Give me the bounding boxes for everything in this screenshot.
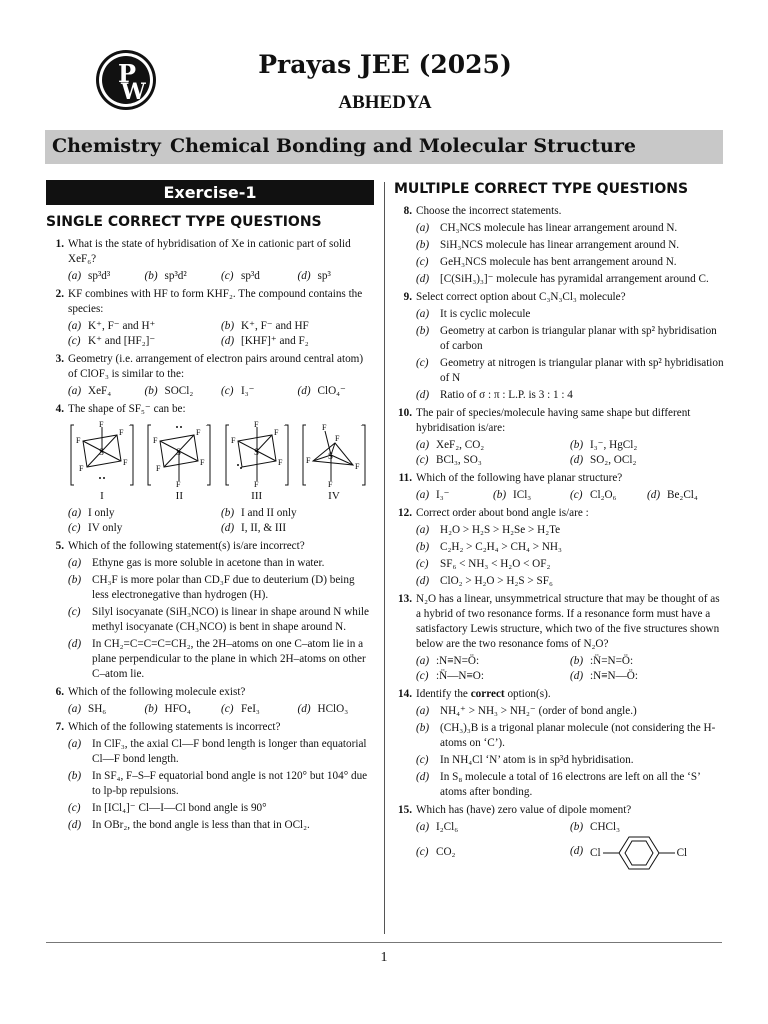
chapter-banner xyxy=(45,130,723,164)
option-a: (a) :N≡N=Ö: xyxy=(416,655,480,667)
option-a: (a) XeF₂, CO₂ xyxy=(416,439,485,451)
options xyxy=(68,384,374,399)
option-d: (d) Be₂Cl₄ xyxy=(647,489,698,501)
question-text: Choose the incorrect statements. xyxy=(416,205,562,217)
left-column xyxy=(46,180,374,836)
option-b: (b) CH₃F is more polar than CD₃F due to deuterium (D) being less electronegative than hydrogen (H). xyxy=(68,574,355,601)
option-c: (c) Silyl isocyanate (SiH₃NCO) is linear in shape around N while methyl isocyanate (CH₃NCO) is bent in shape around N. xyxy=(68,606,370,633)
options xyxy=(416,488,724,503)
structure-i xyxy=(68,421,136,504)
svg-text:F: F xyxy=(253,421,259,429)
option-c: (c) FeI₃ xyxy=(221,703,260,715)
question-text: Which of the following statements is incorrect? xyxy=(68,721,281,733)
column-divider xyxy=(384,182,385,934)
svg-text:F: F xyxy=(321,423,327,432)
square-pyramid-diagram xyxy=(69,421,135,489)
svg-text:W: W xyxy=(121,79,146,105)
trigonal-bipyramid-diagram xyxy=(301,421,367,489)
svg-text:F: F xyxy=(119,428,124,437)
option-b: (b) ICl₃ xyxy=(493,489,532,501)
footer-rule xyxy=(46,942,722,943)
option-c: (c) GeH₃NCS molecule has bent arrangement around N. xyxy=(416,256,677,268)
question-1 xyxy=(46,237,374,284)
question-text: What is the state of hybridisation of Xe in cationic part of solid XeF₆? xyxy=(68,238,351,265)
question-6 xyxy=(46,685,374,717)
option-c: (c) K⁺ and [HF₂]⁻ xyxy=(68,335,156,347)
structure-iii xyxy=(223,421,291,504)
svg-text:F: F xyxy=(196,428,201,437)
option-d: (d) SO₂, OCl₂ xyxy=(570,454,637,466)
option-a: (a) Ethyne gas is more soluble in acetone than in water. xyxy=(68,557,325,569)
option-a: (a) XeF₄ xyxy=(68,385,112,397)
svg-text:F: F xyxy=(273,428,279,437)
question-8 xyxy=(394,204,724,287)
question-3 xyxy=(46,352,374,399)
option-b: (b) sp³d² xyxy=(144,270,187,282)
question-number: 8. xyxy=(403,205,412,217)
question-2 xyxy=(46,287,374,349)
option-c: (c) I₃⁻ xyxy=(221,385,255,397)
pw-logo-icon xyxy=(96,50,156,110)
option-d: (d) In CH₂=C=C=C=CH₂, the 2H–atoms on one C–atom lie in a plane perpendicular to the plane in which 2H–atoms on other C–atom lie. xyxy=(68,638,366,680)
option-c: (c) In [ICl₄]⁻ Cl—I—Cl bond angle is 90° xyxy=(68,802,267,814)
question-number: 10. xyxy=(398,407,412,419)
option-b: (b) In SF₄, F–S–F equatorial bond angle is not 120° but 104° due to lp-bp repulsions. xyxy=(68,770,368,797)
options xyxy=(68,319,374,349)
option-a: (a) It is cyclic molecule xyxy=(416,308,531,320)
page-number: 1 xyxy=(380,950,388,965)
option-d: (d) HClO₃ xyxy=(297,703,349,715)
question-number: 9. xyxy=(403,291,412,303)
option-b: (b) HFO₄ xyxy=(144,703,191,715)
square-pyramid-diagram xyxy=(224,421,290,489)
question-number: 2. xyxy=(55,288,64,300)
svg-text:S: S xyxy=(176,447,182,457)
question-text: Which of the following molecule exist? xyxy=(68,686,246,698)
question-text: Which of the following have planar structure? xyxy=(416,472,623,484)
option-c: (c) In NH₄Cl ‘N’ atom is in sp³d hybridisation. xyxy=(416,754,634,766)
option-d: (d) :N≡N—Ö: xyxy=(570,670,638,682)
option-b: (b) :N̈=N=Ö: xyxy=(570,655,634,667)
option-c: (c) IV only xyxy=(68,522,123,534)
question-number: 11. xyxy=(398,472,412,484)
svg-text:F: F xyxy=(123,458,128,467)
svg-text:F: F xyxy=(153,436,158,445)
structure-label: II xyxy=(175,490,183,502)
svg-text:F: F xyxy=(230,436,236,445)
option-d: (d) I, II, & III xyxy=(221,522,287,534)
multiple-correct-heading: MULTIPLE CORRECT TYPE QUESTIONS xyxy=(394,181,689,197)
question-text: N₂O has a linear, unsymmetrical structure that may be thought of as a hybrid of two resonance forms. If a resonance form must have a satisfactory Lewis structure, which two of the five structures shown below are the two resonance foms of N₂O? xyxy=(416,593,720,650)
options xyxy=(68,702,374,717)
svg-text:F: F xyxy=(76,436,81,445)
option-d: (d) In S₈ molecule a total of 16 electrons are left on all the ‘S’ atoms after bonding. xyxy=(416,771,700,798)
option-c: (c) CO₂ xyxy=(416,846,456,858)
option-a: (a) I only xyxy=(68,507,115,519)
question-text: The shape of SF₅⁻ can be: xyxy=(68,403,186,415)
option-a: (a) I₂Cl₆ xyxy=(416,821,459,833)
option-a: (a) H₂O > H₂S > H₂Se > H₂Te xyxy=(416,524,561,536)
option-d: (d) Cl Cl xyxy=(570,835,724,871)
option-b: (b) I and II only xyxy=(221,507,297,519)
question-number: 3. xyxy=(55,353,64,365)
question-text: Select correct option about C₃N₃Cl₃ molecule? xyxy=(416,291,626,303)
question-number: 14. xyxy=(398,688,412,700)
option-c: (c) :N̈—N≡O: xyxy=(416,670,484,682)
question-text: KF combines with HF to form KHF₂. The compound contains the species: xyxy=(68,288,363,315)
option-d: (d) [KHF]⁺ and F₂ xyxy=(221,335,309,347)
option-a: (a) I₃⁻ xyxy=(416,489,450,501)
benzene-ring-icon xyxy=(603,835,675,871)
options xyxy=(416,820,724,871)
option-d: (d) ClO₂ > H₂O > H₂S > SF₆ xyxy=(416,575,553,587)
question-4 xyxy=(46,402,374,417)
option-b: (b) CHCl₃ xyxy=(570,821,621,833)
svg-text:–: – xyxy=(129,421,133,429)
structure-label: III xyxy=(251,490,263,502)
svg-text:F: F xyxy=(156,464,161,473)
question-number: 12. xyxy=(398,507,412,519)
structure-label: IV xyxy=(328,490,340,502)
option-c: (c) BCl₃, SO₃ xyxy=(416,454,482,466)
sf5-structures xyxy=(68,421,368,504)
svg-text:F: F xyxy=(334,434,340,443)
question-text: Which of the following statement(s) is/are incorrect? xyxy=(68,540,305,552)
question-number: 13. xyxy=(398,593,412,605)
structure-iv xyxy=(300,421,368,504)
option-b: (b) C₂H₂ > C₂H₄ > CH₄ > NH₃ xyxy=(416,541,562,553)
right-column xyxy=(394,180,724,874)
question-14 xyxy=(394,687,724,800)
svg-text:F: F xyxy=(79,464,84,473)
svg-text:–: – xyxy=(206,421,211,429)
option-d: (d) In OBr₂, the bond angle is less than that in OCl₂. xyxy=(68,819,310,831)
option-a: (a) SH₆ xyxy=(68,703,107,715)
question-12 xyxy=(394,506,724,589)
svg-text:F: F xyxy=(253,480,259,489)
question-13 xyxy=(394,592,724,684)
question-15 xyxy=(394,803,724,871)
question-11 xyxy=(394,471,724,503)
question-9 xyxy=(394,290,724,403)
option-c: (c) SF₆ < NH₃ < H₂O < OF₂ xyxy=(416,558,551,570)
option-d: (d) sp³ xyxy=(297,270,331,282)
option-b: (b) I₃⁻, HgCl₂ xyxy=(570,439,638,451)
doc-title: Prayas JEE (2025) xyxy=(258,50,512,79)
option-d: (d) Ratio of σ : π : L.P. is 3 : 1 : 4 xyxy=(416,389,573,401)
question-text: The pair of species/molecule having same shape but different hybridisation is/are: xyxy=(416,407,691,434)
option-a: (a) NH₄⁺ > NH₃ > NH₂⁻ (order of bond angle.) xyxy=(416,705,637,717)
svg-text:F: F xyxy=(176,480,181,489)
structure-label: I xyxy=(100,490,104,502)
svg-text:F: F xyxy=(200,458,205,467)
question-5 xyxy=(46,539,374,682)
square-pyramid-diagram xyxy=(146,421,212,489)
svg-text:P: P xyxy=(118,59,137,88)
option-a: (a) K⁺, F⁻ and H⁺ xyxy=(68,320,156,332)
options xyxy=(416,438,724,468)
option-b: (b) K⁺, F⁻ and HF xyxy=(221,320,309,332)
question-number: 15. xyxy=(398,804,412,816)
option-d: (d) ClO₄⁻ xyxy=(297,385,346,397)
svg-text:–: – xyxy=(283,421,288,429)
question-number: 4. xyxy=(55,403,64,415)
svg-text:F: F xyxy=(305,456,311,465)
option-d: (d) [C(SiH₃)₃]⁻ molecule has pyramidal arrangement around C. xyxy=(416,273,709,285)
dichlorobenzene-structure: Cl Cl xyxy=(590,835,687,871)
options xyxy=(416,654,724,684)
question-text: Correct order about bond angle is/are : xyxy=(416,507,589,519)
svg-text:S: S xyxy=(253,447,259,457)
option-b: (b) (CH₃)₃B is a trigonal planar molecule (not considering the H-atoms on ‘C’). xyxy=(416,722,716,749)
option-b: (b) SOCl₂ xyxy=(144,385,194,397)
svg-text:–: – xyxy=(360,421,365,429)
question-number: 5. xyxy=(55,540,64,552)
option-a: (a) In ClF₃, the axial Cl—F bond length is longer than equatorial Cl—F bond length. xyxy=(68,738,367,765)
question-number: 6. xyxy=(55,686,64,698)
subject-label: Chemistry xyxy=(52,135,161,157)
option-c: (c) sp³d xyxy=(221,270,260,282)
single-correct-heading: SINGLE CORRECT TYPE QUESTIONS xyxy=(46,214,322,230)
options xyxy=(68,506,374,536)
svg-text:F: F xyxy=(277,458,283,467)
question-number: 7. xyxy=(55,721,64,733)
option-a: (a) CH₃NCS molecule has linear arrangement around N. xyxy=(416,222,678,234)
question-text: Which has (have) zero value of dipole moment? xyxy=(416,804,632,816)
question-number: 1. xyxy=(55,238,64,250)
svg-text:S: S xyxy=(99,447,105,457)
options xyxy=(68,269,374,284)
doc-subtitle: ABHEDYA xyxy=(338,92,432,113)
option-a: (a) sp³d³ xyxy=(68,270,111,282)
svg-text:S: S xyxy=(327,451,333,461)
option-c: (c) Cl₂O₆ xyxy=(570,489,617,501)
svg-text:F: F xyxy=(99,421,104,429)
question-text: Identify the correct option(s). xyxy=(416,688,551,700)
structure-ii xyxy=(145,421,213,504)
option-b: (b) Geometry at carbon is triangular planar with sp² hybridisation of carbon xyxy=(416,325,717,352)
svg-text:F: F xyxy=(327,480,333,489)
chapter-title: Chemical Bonding and Molecular Structure xyxy=(170,135,636,157)
svg-text:F: F xyxy=(354,462,360,471)
question-4-options xyxy=(46,506,374,536)
option-c: (c) Geometry at nitrogen is triangular planar with sp² hybridisation of N xyxy=(416,357,724,384)
option-b: (b) SiH₃NCS molecule has linear arrangement around N. xyxy=(416,239,680,251)
pw-logo xyxy=(96,50,156,110)
question-10 xyxy=(394,406,724,468)
question-7 xyxy=(46,720,374,833)
exercise-heading: Exercise-1 xyxy=(46,180,374,205)
question-text: Geometry (i.e. arrangement of electron pairs around central atom) of ClOF₃ is similar to the: xyxy=(68,353,364,380)
